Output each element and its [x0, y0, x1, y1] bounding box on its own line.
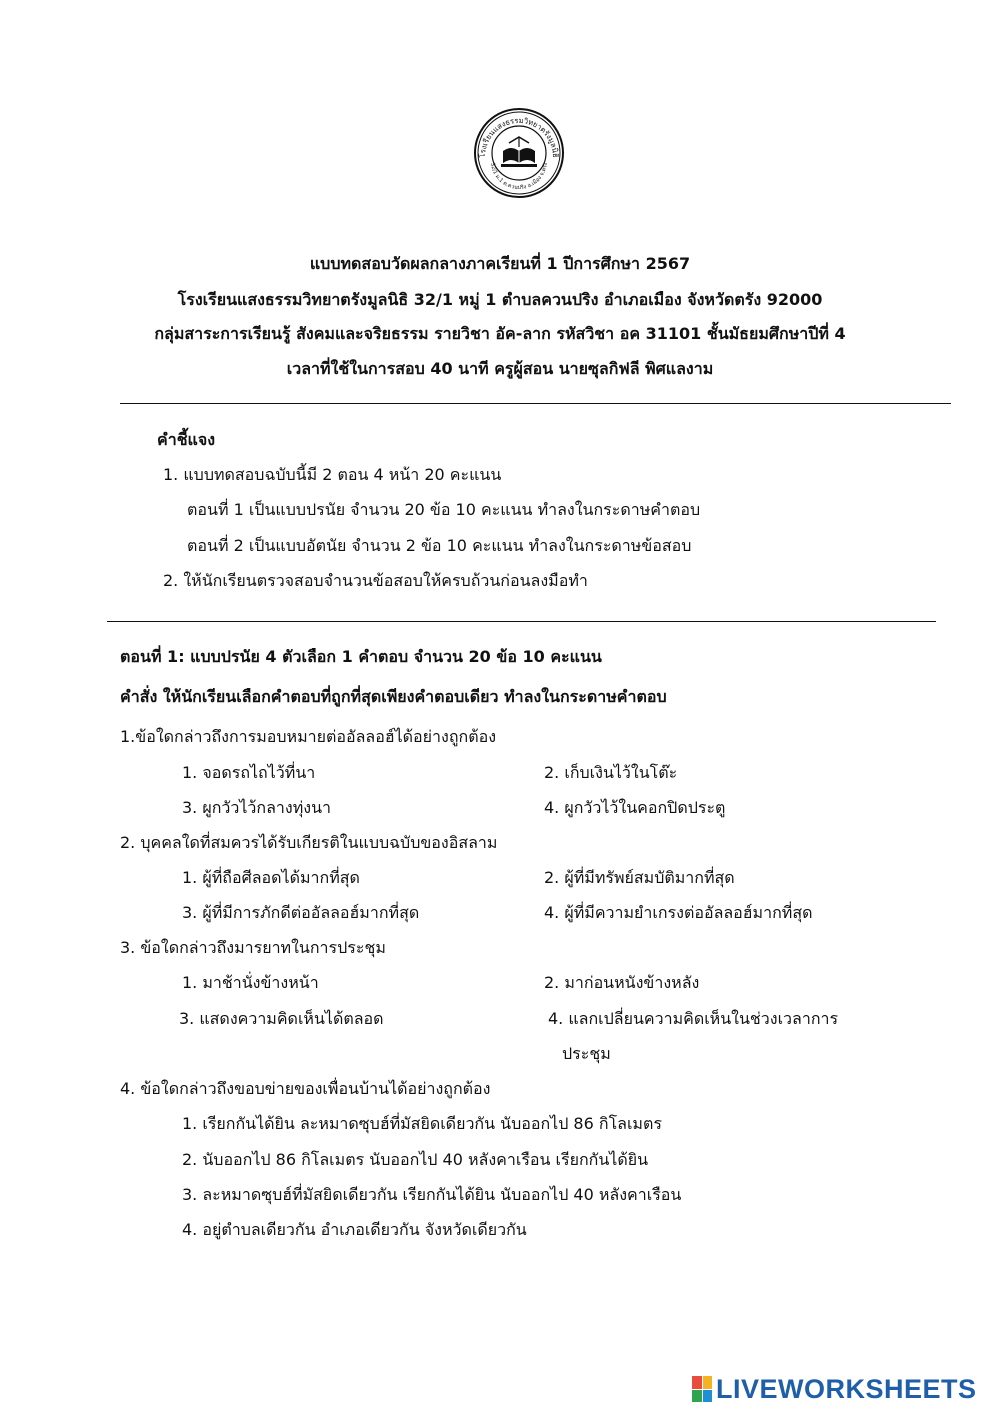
instruction-item-2: 2. ให้นักเรียนตรวจสอบจำนวนข้อสอบให้ครบถ้วนก่อนลงมือทำ [163, 571, 588, 590]
instructions-title: คำชี้แจง [157, 430, 216, 449]
q3-choice-2[interactable]: 2. มาก่อนหนังข้างหลัง [544, 973, 700, 992]
q2-choice-1[interactable]: 1. ผู้ที่ถือศีลอดได้มากที่สุด [182, 868, 360, 887]
q4-choice-4[interactable]: 4. อยู่ตำบลเดียวกัน อำเภอเดียวกัน จังหวัดเดียวกัน [182, 1220, 527, 1239]
q1-choice-2[interactable]: 2. เก็บเงินไว้ในโต๊ะ [544, 763, 678, 782]
instruction-part-1: ตอนที่ 1 เป็นแบบปรนัย จำนวน 20 ข้อ 10 คะแนน ทำลงในกระดาษคำตอบ [187, 500, 701, 519]
q2-choice-4[interactable]: 4. ผู้ที่มีความยำเกรงต่ออัลลอฮ์มากที่สุด [544, 903, 813, 922]
instructions-divider [107, 621, 936, 622]
school-address: โรงเรียนแสงธรรมวิทยาตรังมูลนิธิ 32/1 หมู่ 1 ตำบลควนปริง อำเภอเมือง จังหวัดตรัง 92000 [177, 290, 823, 309]
subject-info: กลุ่มสาระการเรียนรู้ สังคมและจริยธรรม รายวิชา อัค-ลาก รหัสวิชา อค 31101 ชั้นมัธยมศึกษาปีที่ 4 [154, 324, 846, 343]
q2-choice-3[interactable]: 3. ผู้ที่มีการภักดีต่ออัลลอฮ์มากที่สุด [182, 903, 420, 922]
open-book-icon [501, 137, 537, 167]
exam-title: แบบทดสอบวัดผลกลางภาคเรียนที่ 1 ปีการศึกษา 2567 [309, 254, 691, 273]
logo-address-text: 32/1 ม.1 ต.ควนปริง อ.เมือง จ.ตรัง [489, 162, 549, 192]
q1-choice-3[interactable]: 3. ผูกวัวไว้กลางทุ่งนา [182, 798, 331, 817]
section-title: ตอนที่ 1: แบบปรนัย 4 ตัวเลือก 1 คำตอบ จำนวน 20 ข้อ 10 คะแนน [120, 647, 602, 666]
question-2: 2. บุคคลใดที่สมควรได้รับเกียรติในแบบฉบับของอิสลาม [120, 833, 498, 852]
q3-choice-1[interactable]: 1. มาช้านั่งข้างหน้า [182, 973, 319, 992]
q4-choice-2[interactable]: 2. นับออกไป 86 กิโลเมตร นับออกไป 40 หลังคาเรือน เรียกกันได้ยิน [182, 1150, 649, 1169]
liveworksheets-brand[interactable] [692, 1372, 977, 1406]
header-divider [120, 403, 951, 404]
question-1: 1.ข้อใดกล่าวถึงการมอบหมายต่ออัลลอฮ์ได้อย่างถูกต้อง [120, 727, 497, 746]
section-command: คำสั่ง ให้นักเรียนเลือกคำตอบที่ถูกที่สุดเพียงคำตอบเดียว ทำลงในกระดาษคำตอบ [120, 687, 667, 706]
logo-ring-text: โรงเรียนแสงธรรมวิทยาตรังมูลนิธิ [477, 115, 561, 158]
instruction-part-2: ตอนที่ 2 เป็นแบบอัตนัย จำนวน 2 ข้อ 10 คะแนน ทำลงในกระดาษข้อสอบ [187, 536, 692, 555]
q2-choice-2[interactable]: 2. ผู้ที่มีทรัพย์สมบัติมากที่สุด [544, 868, 735, 887]
q1-choice-1[interactable]: 1. จอดรถไถไว้ที่นา [182, 763, 316, 782]
q1-choice-4[interactable]: 4. ผูกวัวไว้ในคอกปิดประตู [544, 798, 726, 817]
q4-choice-3[interactable]: 3. ละหมาดซุบฮ์ที่มัสยิดเดียวกัน เรียกกันได้ยิน นับออกไป 40 หลังคาเรือน [182, 1185, 682, 1204]
school-logo [473, 107, 565, 199]
liveworksheets-logo-icon [692, 1376, 712, 1402]
question-3: 3. ข้อใดกล่าวถึงมารยาทในการประชุม [120, 938, 386, 957]
q3-choice-4-continued: ประชุม [562, 1044, 611, 1063]
question-4: 4. ข้อใดกล่าวถึงขอบข่ายของเพื่อนบ้านได้อย่างถูกต้อง [120, 1079, 491, 1098]
brand-name: LIVEWORKSHEETS [716, 1373, 977, 1404]
q4-choice-1[interactable]: 1. เรียกกันได้ยิน ละหมาดซุบฮ์ที่มัสยิดเดียวกัน นับออกไป 86 กิโลเมตร [182, 1114, 662, 1133]
exam-time-teacher: เวลาที่ใช้ในการสอบ 40 นาที ครูผู้สอน นายซุลกิฟลี พิศแลงาม [286, 359, 714, 378]
q3-choice-3[interactable]: 3. แสดงความคิดเห็นได้ตลอด [179, 1009, 384, 1028]
q3-choice-4[interactable]: 4. แลกเปลี่ยนความคิดเห็นในช่วงเวลาการ [548, 1009, 839, 1028]
instruction-item-1: 1. แบบทดสอบฉบับนี้มี 2 ตอน 4 หน้า 20 คะแนน [163, 465, 502, 484]
